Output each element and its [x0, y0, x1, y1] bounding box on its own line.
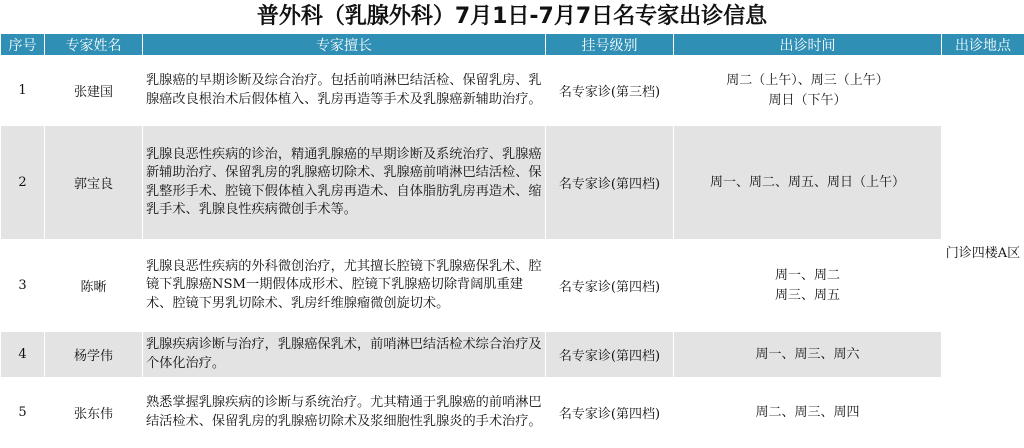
clinic-time [674, 378, 942, 448]
clinic-time [674, 240, 942, 332]
clinic-time [674, 126, 942, 240]
clinic-time-line: 周二（上午）、周三（上午） [726, 72, 889, 88]
registration-level: 名专家诊(第四档) [546, 378, 674, 448]
registration-level: 名专家诊(第四档) [546, 240, 674, 332]
row-no: 5 [1, 378, 45, 448]
clinic-time-line: 周三、周五 [774, 287, 840, 303]
header-name: 专家姓名 [45, 34, 143, 56]
header-no: 序号 [1, 34, 45, 56]
doctor-name: 张建国 [45, 56, 143, 126]
table-row [1, 332, 1024, 378]
clinic-location: 门诊四楼A区 [942, 56, 1024, 448]
clinic-time-line: 周日（下午） [768, 92, 847, 108]
doctor-specialty: 熟悉掌握乳腺疾病的诊断与系统治疗。尤其精通于乳腺癌的前哨淋巴结活检术、保留乳房的乳腺癌切除术及浆细胞性乳腺炎的手术治疗。 [143, 378, 546, 448]
table-row [1, 378, 1024, 448]
doctor-specialty: 乳腺癌的早期诊断及综合治疗。包括前哨淋巴结活检、保留乳房、乳腺癌改良根治术后假体植入、乳房再造等手术及乳腺癌新辅助治疗。 [143, 56, 546, 126]
clinic-time [674, 332, 942, 378]
clinic-time-line: 周一、周二 [774, 267, 840, 283]
doctor-name: 张东伟 [45, 378, 143, 448]
header-level: 挂号级别 [546, 34, 674, 56]
doctor-name: 郭宝良 [45, 126, 143, 240]
header-time: 出诊时间 [674, 34, 942, 56]
row-no: 2 [1, 126, 45, 240]
registration-level: 名专家诊(第四档) [546, 126, 674, 240]
clinic-time-line: 周二、周三、周四 [755, 404, 860, 420]
header-specialty: 专家擅长 [143, 34, 546, 56]
doctor-specialty: 乳腺良恶性疾病的外科微创治疗，尤其擅长腔镜下乳腺癌保乳术、腔镜下乳腺癌NSM一期假体成形术、腔镜下乳腺癌切除背阔肌重建术、腔镜下男乳切除术、乳房纤维腺瘤微创旋切术。 [143, 240, 546, 332]
doctor-name: 陈晰 [45, 240, 143, 332]
table-header-row [1, 34, 1024, 56]
page-title: 普外科（乳腺外科）7月1日-7月7日名专家出诊信息 [256, 4, 768, 29]
row-no: 3 [1, 240, 45, 332]
schedule-table [0, 33, 1024, 448]
registration-level: 名专家诊(第四档) [546, 332, 674, 378]
doctor-name: 杨学伟 [45, 332, 143, 378]
row-no: 4 [1, 332, 45, 378]
doctor-specialty: 乳腺疾病诊断与治疗，乳腺癌保乳术，前哨淋巴结活检术综合治疗及个体化治疗。 [143, 332, 546, 378]
registration-level: 名专家诊(第三档) [546, 56, 674, 126]
clinic-time [674, 56, 942, 126]
clinic-time-line: 周一、周三、周六 [755, 346, 860, 362]
table-row [1, 240, 1024, 332]
header-location: 出诊地点 [942, 34, 1024, 56]
clinic-time-line: 周一、周二、周五、周日（上午） [709, 174, 905, 190]
table-row [1, 126, 1024, 240]
table-row [1, 56, 1024, 126]
doctor-specialty: 乳腺良恶性疾病的诊治，精通乳腺癌的早期诊断及系统治疗、乳腺癌新辅助治疗、保留乳房的乳腺癌切除术、乳腺癌前哨淋巴结活检、保乳整形手术、腔镜下假体植入乳房再造术、自体脂肪乳房再造术、缩乳手术、乳腺良性疾病微创手术等。 [143, 126, 546, 240]
row-no: 1 [1, 56, 45, 126]
